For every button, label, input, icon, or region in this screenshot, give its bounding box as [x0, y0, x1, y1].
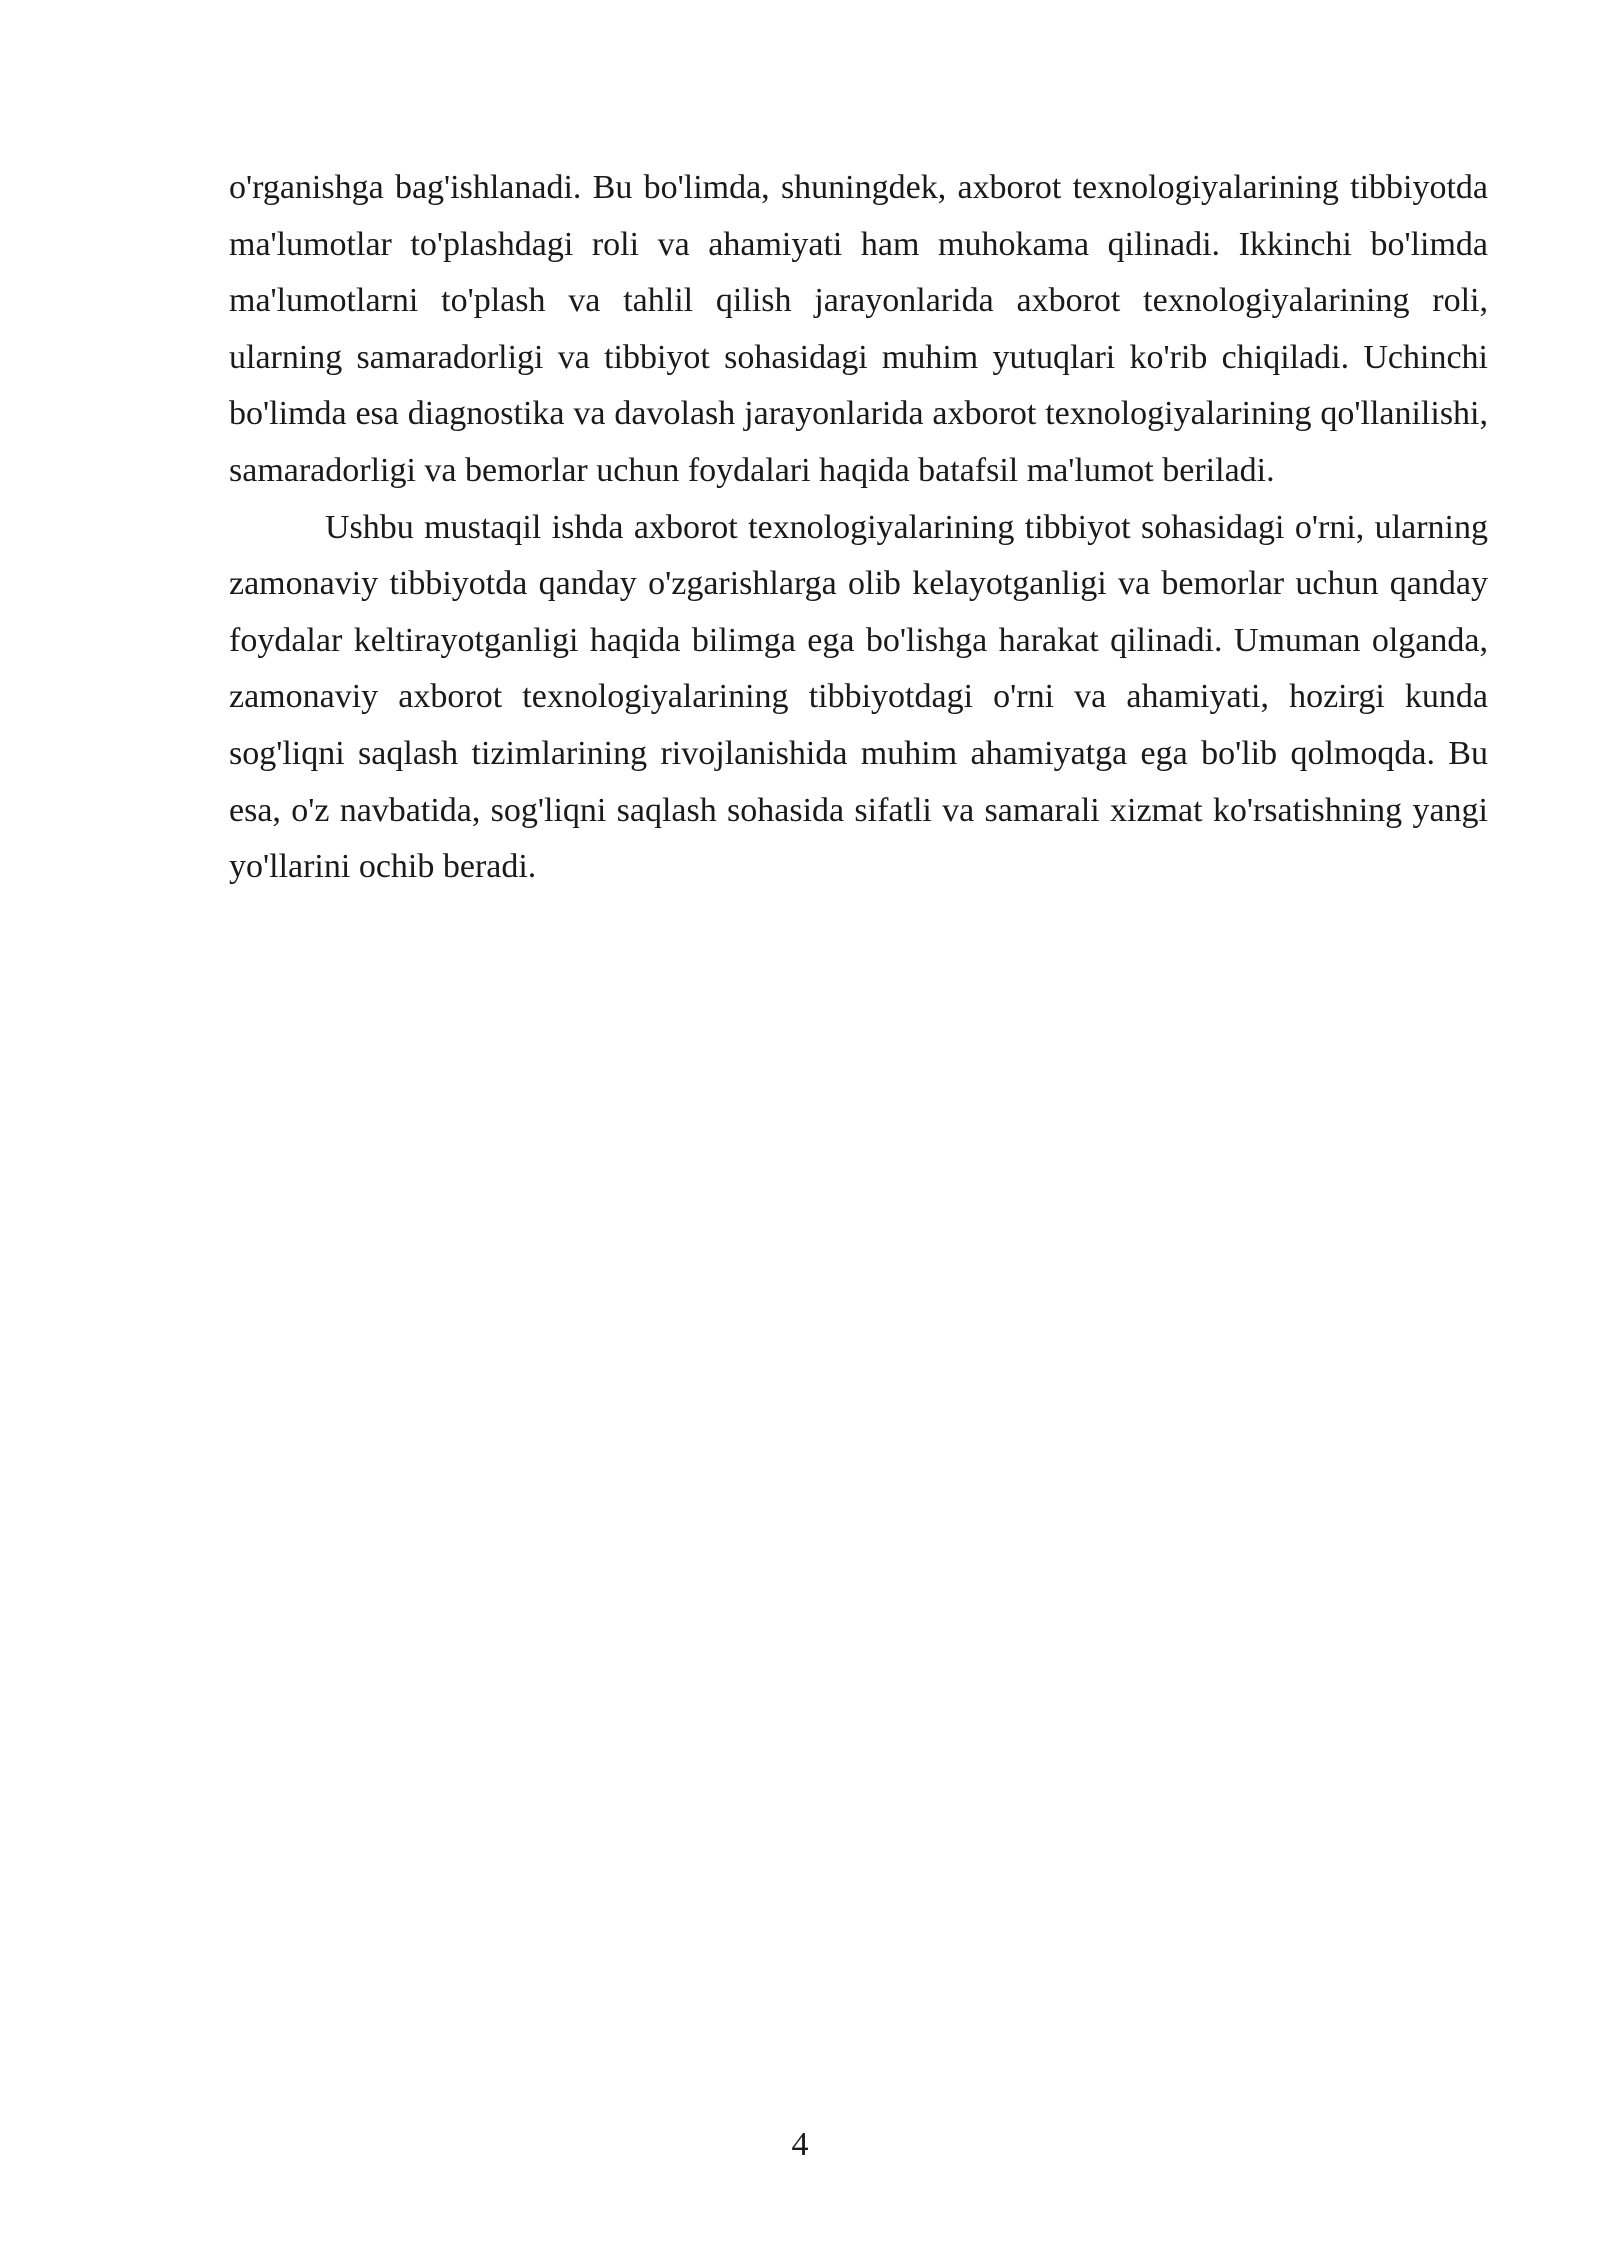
paragraph-summary: Ushbu mustaqil ishda axborot texnologiyalarining tibbiyot sohasidagi o'rni, ularning zamonaviy tibbiyotda qanday o'zgarishlarga olib kelayotganligi va bemorlar uchun qanday foydalar keltirayotganligi haqida bilimga ega bo'lishga harakat qilinadi. Umuman olganda, zamonaviy axborot texnologiyalarining tibbiyotdagi o'rni va ahamiyati, hozirgi kunda sog'liqni saqlash tizimlarining rivojlanishida muhim ahamiyatga ega bo'lib qolmoqda. Bu esa, o'z navbatida, sog'liqni saqlash sohasida sifatli va samarali xizmat ko'rsatishning yangi yo'llarini ochib beradi. — [229, 508, 1488, 886]
body-text — [229, 160, 1488, 896]
paragraph-continuation: o'rganishga bag'ishlanadi. Bu bo'limda, shuningdek, axborot texnologiyalarining tibbiyotda ma'lumotlar to'plashdagi roli va ahamiyati ham muhokama qilinadi. Ikkinchi bo'limda ma'lumotlarni to'plash va tahlil qilish jarayonlarida axborot texnologiyalarining roli, ularning samaradorligi va tibbiyot sohasidagi muhim yutuqlari ko'rib chiqiladi. Uchinchi bo'limda esa diagnostika va davolash jarayonlarida axborot texnologiyalarining qo'llanilishi, samaradorligi va bemorlar uchun foydalari haqida batafsil ma'lumot beriladi. — [229, 169, 1488, 489]
page-number: 4 — [791, 2126, 809, 2163]
